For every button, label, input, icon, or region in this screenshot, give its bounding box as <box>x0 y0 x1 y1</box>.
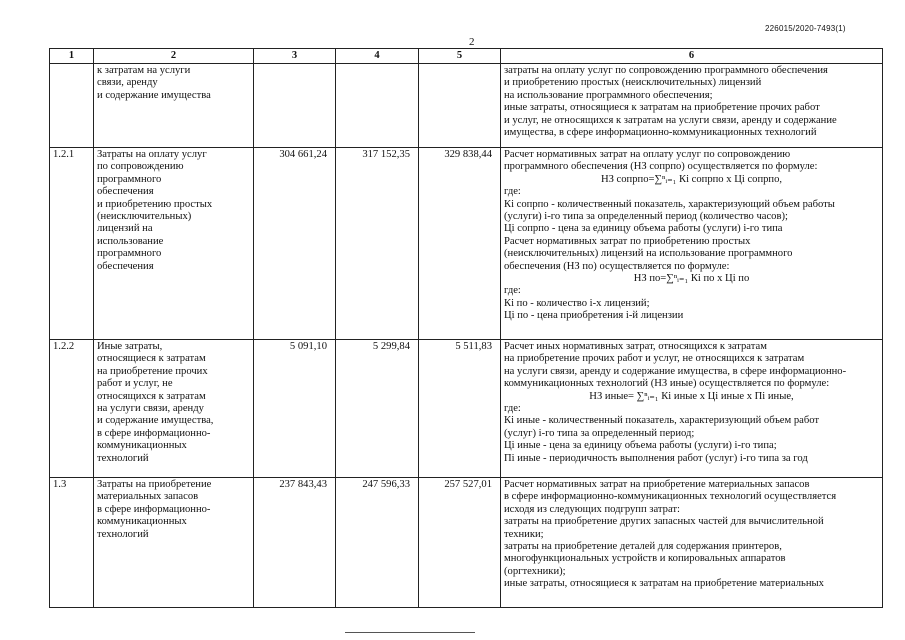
name-line: относящиеся к затратам <box>97 353 206 365</box>
row-code: 1.2.2 <box>50 340 94 478</box>
row-code <box>50 64 94 148</box>
name-line: на услуги связи, аренду <box>97 403 204 415</box>
name-line: к затратам на услуги <box>97 65 191 76</box>
row-value-v3 <box>419 64 501 148</box>
name-line: использование <box>97 235 164 247</box>
description-line: техники; <box>504 528 544 540</box>
formula-line: НЗ по=∑ⁿᵢ₌₁ Кi по x Цi по <box>633 273 750 285</box>
description-line: Цi иные - цена за единицу объема работы (услуги) i-го типа; <box>504 440 777 452</box>
table-row <box>50 148 883 340</box>
header-row <box>50 49 883 64</box>
description-line: где: <box>504 403 521 415</box>
name-line: коммуникационных <box>97 516 187 528</box>
row-name <box>94 148 254 340</box>
description-line: затраты на приобретение других запасных частей для вычислительной <box>504 516 824 528</box>
description-line: Расчет нормативных затрат на приобретение материальных запасов <box>504 479 810 490</box>
description-line: (оргтехники); <box>504 565 566 577</box>
row-value-v3: 5 511,83 <box>419 340 501 478</box>
description-line: коммуникационных технологий (НЗ иные) осуществляется по формуле: <box>504 378 830 390</box>
row-value-v3: 329 838,44 <box>419 148 501 340</box>
description-line: (услуги) i-го типа за определенный период (количество часов); <box>504 211 788 223</box>
row-value-v1: 237 843,43 <box>254 478 336 608</box>
row-name <box>94 478 254 608</box>
description-line: Кi иные - количественный показатель, характеризующий объем работ <box>504 415 820 427</box>
description-line: где: <box>504 186 521 198</box>
name-line: связи, аренду <box>97 77 158 89</box>
name-line: работ и услуг, не <box>97 378 173 390</box>
name-line: и содержание имущества <box>97 89 211 101</box>
document-number: 226015/2020-7493(1) <box>765 24 846 33</box>
row-value-v2: 317 152,35 <box>336 148 419 340</box>
name-line: в сфере информационно- <box>97 427 211 439</box>
row-name <box>94 64 254 148</box>
row-value-v1: 304 661,24 <box>254 148 336 340</box>
row-code: 1.3 <box>50 478 94 608</box>
header-cell: 5 <box>419 49 501 64</box>
row-description <box>501 340 883 478</box>
description-line: имущества, в сфере информационно-коммуникационных технологий <box>504 127 817 139</box>
description-line: и услуг, не относящихся к затратам на услуги связи, аренду и содержание <box>504 114 837 126</box>
name-line: по сопровождению <box>97 161 184 173</box>
row-description <box>501 148 883 340</box>
description-line: обеспечения (НЗ по) осуществляется по формуле: <box>504 260 730 272</box>
name-line: программного <box>97 173 162 185</box>
description-line: (неисключительных) лицензий на использование программного <box>504 248 793 260</box>
description-line: затраты на приобретение деталей для содержания принтеров, <box>504 541 782 553</box>
header-cell: 6 <box>501 49 883 64</box>
name-line: Затраты на приобретение <box>97 479 212 490</box>
row-value-v2 <box>336 64 419 148</box>
name-line: лицензий на <box>97 223 153 235</box>
row-value-v2: 247 596,33 <box>336 478 419 608</box>
row-description <box>501 478 883 608</box>
description-line: многофункциональных устройств и копировальных аппаратов <box>504 553 786 565</box>
description-line: (услуг) i-го типа за определенный период; <box>504 427 695 439</box>
row-code: 1.2.1 <box>50 148 94 340</box>
description-line: иные затраты, относящиеся к затратам на приобретение материальных <box>504 578 824 590</box>
description-line: на услуги связи, аренду и содержание имущества, в сфере информационно- <box>504 365 847 377</box>
bottom-line <box>345 632 475 633</box>
name-line: Иные затраты, <box>97 341 163 352</box>
description-line: затраты на оплату услуг по сопровождению программного обеспечения <box>504 65 828 76</box>
description-line: Цi сопрпо - цена за единицу объема работы (услуги) i-го типа <box>504 223 783 235</box>
row-value-v2: 5 299,84 <box>336 340 419 478</box>
table-body <box>50 49 883 608</box>
name-line: в сфере информационно- <box>97 503 211 515</box>
formula-line: НЗ сопрпо=∑ⁿᵢ₌₁ Кi сопрпо x Цi сопрпо, <box>600 173 783 185</box>
name-line: обеспечения <box>97 186 154 198</box>
name-line: Затраты на оплату услуг <box>97 149 207 160</box>
page-number: 2 <box>469 36 475 48</box>
name-line: (неисключительных) <box>97 211 192 223</box>
name-line: на приобретение прочих <box>97 365 208 377</box>
header-cell: 1 <box>50 49 94 64</box>
name-line: технологий <box>97 528 149 540</box>
table-row <box>50 478 883 608</box>
description-line: Цi по - цена приобретения i-й лицензии <box>504 310 684 322</box>
row-name <box>94 340 254 478</box>
description-line: Расчет нормативных затрат по приобретению простых <box>504 235 751 247</box>
description-line: на использование программного обеспечения; <box>504 89 713 101</box>
description-line: на приобретение прочих работ и услуг, не относящихся к затратам <box>504 353 805 365</box>
header-cell: 2 <box>94 49 254 64</box>
name-line: и содержание имущества, <box>97 415 214 427</box>
name-line: и приобретению простых <box>97 198 213 210</box>
header-cell: 3 <box>254 49 336 64</box>
description-line: Кi по - количество i-х лицензий; <box>504 297 650 309</box>
row-description <box>501 64 883 148</box>
description-line: Расчет иных нормативных затрат, относящихся к затратам <box>504 341 767 352</box>
row-value-v1 <box>254 64 336 148</box>
description-line: Кi сопрпо - количественный показатель, характеризующий объем работы <box>504 198 835 210</box>
description-line: где: <box>504 285 521 297</box>
name-line: технологий <box>97 452 149 464</box>
description-line: в сфере информационно-коммуникационных технологий осуществляется <box>504 491 837 503</box>
header-cell: 4 <box>336 49 419 64</box>
cost-table <box>49 48 883 608</box>
name-line: обеспечения <box>97 260 154 272</box>
name-line: материальных запасов <box>97 491 199 503</box>
name-line: коммуникационных <box>97 440 187 452</box>
description-line: Расчет нормативных затрат на оплату услуг по сопровождению <box>504 149 791 160</box>
description-line: исходя из следующих подгрупп затрат: <box>504 503 680 515</box>
formula-line: НЗ иные= ∑ⁿᵢ₌₁ Кi иные x Цi иные x Пi иные, <box>589 390 794 402</box>
description-line: Пi иные - периодичность выполнения работ (услуг) i-го типа за год <box>504 452 808 464</box>
table-row <box>50 340 883 478</box>
name-line: относящихся к затратам <box>97 390 206 402</box>
description-line: и приобретению простых (неисключительных) лицензий <box>504 77 762 89</box>
description-line: иные затраты, относящиеся к затратам на приобретение прочих работ <box>504 102 820 114</box>
description-line: программного обеспечения (НЗ сопрпо) осуществляется по формуле: <box>504 161 818 173</box>
row-value-v3: 257 527,01 <box>419 478 501 608</box>
table-row <box>50 64 883 148</box>
name-line: программного <box>97 248 162 260</box>
row-value-v1: 5 091,10 <box>254 340 336 478</box>
